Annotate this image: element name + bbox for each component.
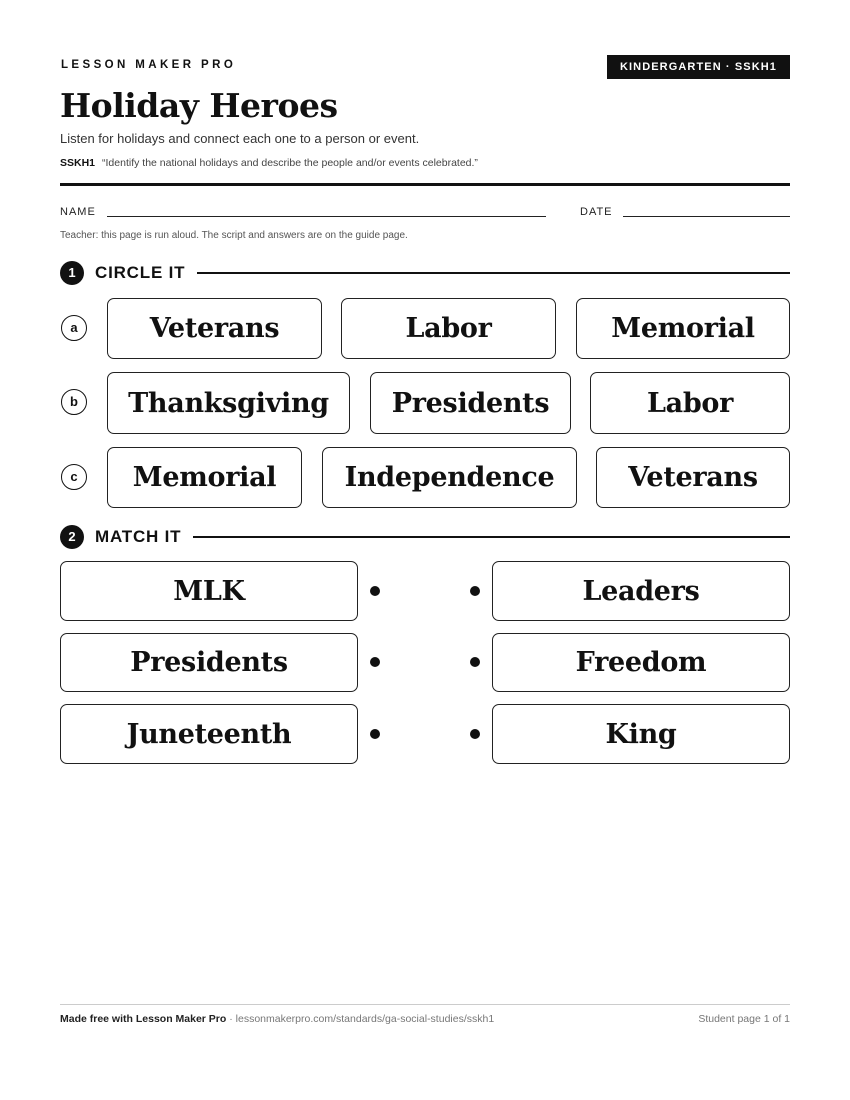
match-right-dot[interactable] [470,657,480,667]
section-rule [197,272,790,274]
name-line[interactable] [107,216,546,217]
date-line[interactable] [623,216,790,217]
word-box[interactable]: Labor [590,372,790,434]
word-box[interactable]: Thanksgiving [107,372,350,434]
match-left-box[interactable]: Juneteenth [60,704,358,764]
section-circle-it-header [60,261,790,285]
word-box[interactable]: Labor [341,298,556,359]
name-label: NAME [60,206,96,218]
row-letter-b: b [61,389,87,415]
section-title: MATCH IT [95,527,182,546]
match-left-box[interactable]: MLK [60,561,358,621]
footer-credit [60,1013,494,1025]
brand-name: LESSON MAKER PRO [61,59,237,71]
row-letter-c: c [61,464,87,490]
section-number: 2 [60,525,84,549]
match-left-dot[interactable] [370,586,380,596]
header-divider [60,183,790,186]
word-box[interactable]: Presidents [370,372,571,434]
word-box[interactable]: Memorial [576,298,790,359]
section-number: 1 [60,261,84,285]
match-left-box[interactable]: Presidents [60,633,358,692]
row-letter-a: a [61,315,87,341]
match-left-dot[interactable] [370,657,380,667]
match-right-box[interactable]: King [492,704,790,764]
match-right-box[interactable]: Freedom [492,633,790,692]
page-subtitle: Listen for holidays and connect each one to a person or event. [60,131,420,146]
standard-code: SSKH1 [60,157,96,169]
teacher-note: Teacher: this page is run aloud. The script and answers are on the guide page. [60,230,408,241]
footer-url: · lessonmakerpro.com/standards/ga-social-studies/sskh1 [226,1013,495,1025]
page-title: Holiday Heroes [60,86,338,125]
section-match-it-header [60,525,790,549]
word-box[interactable]: Veterans [107,298,322,359]
standard-description [60,157,478,169]
match-right-box[interactable]: Leaders [492,561,790,621]
section-rule [193,536,790,538]
match-left-dot[interactable] [370,729,380,739]
word-box[interactable]: Independence [322,447,577,508]
standard-text: “Identify the national holidays and describe the people and/or events celebrated.” [102,157,478,169]
date-label: DATE [580,206,613,218]
footer-made-with: Made free with Lesson Maker Pro [60,1013,227,1025]
section-title: CIRCLE IT [95,263,186,282]
grade-standard-badge: KINDERGARTEN · SSKH1 [607,55,790,79]
match-right-dot[interactable] [470,729,480,739]
word-box[interactable]: Veterans [596,447,790,508]
word-box[interactable]: Memorial [107,447,302,508]
footer-divider [60,1004,790,1005]
footer-page-number: Student page 1 of 1 [698,1013,790,1025]
match-right-dot[interactable] [470,586,480,596]
